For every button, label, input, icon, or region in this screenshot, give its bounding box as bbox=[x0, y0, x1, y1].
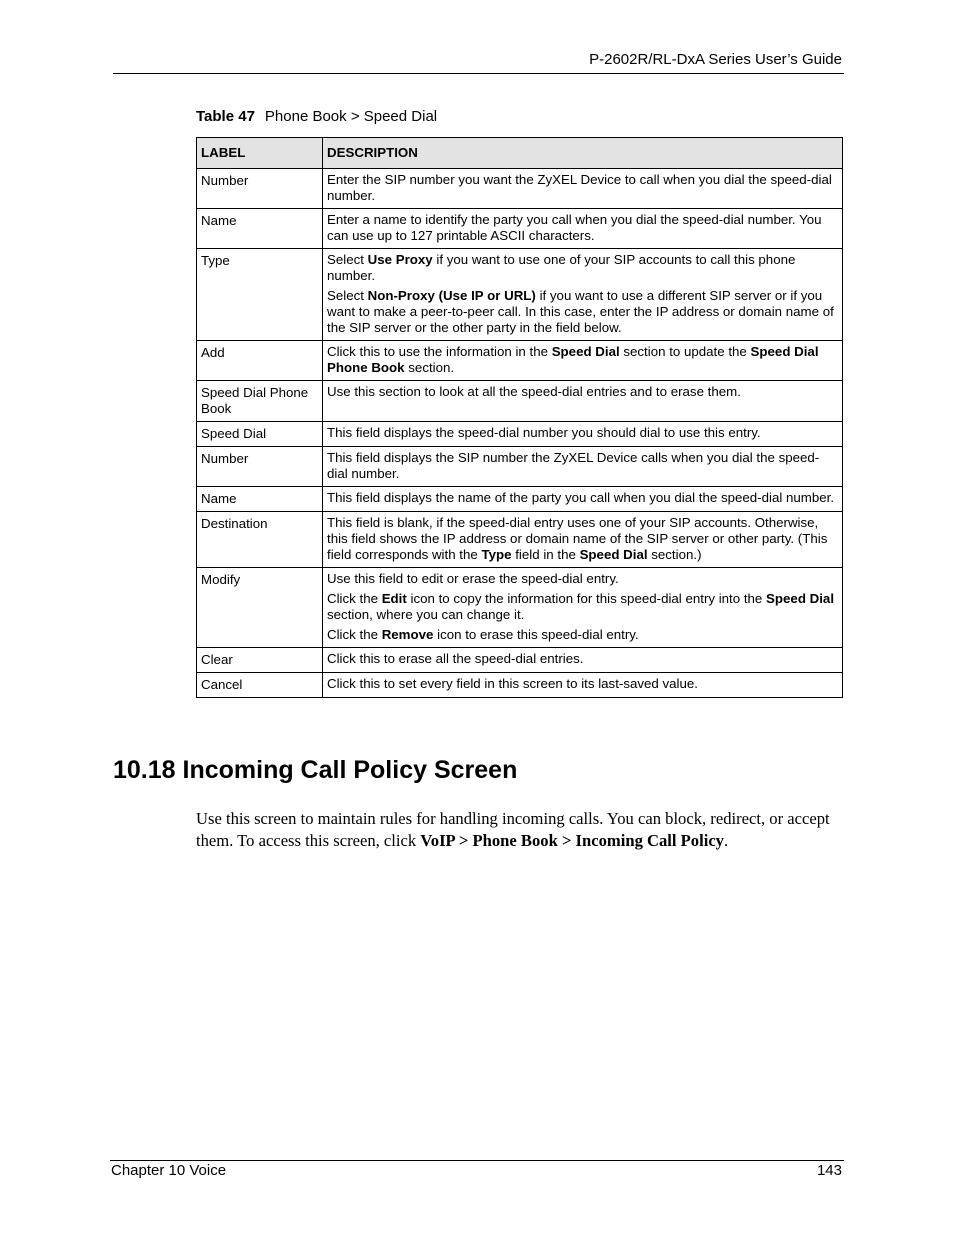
bold-term: Speed Dial bbox=[579, 547, 648, 562]
row-description bbox=[323, 381, 843, 422]
bold-term: Non-Proxy (Use IP or URL) bbox=[367, 288, 536, 303]
description-text: This field is blank, if the speed-dial entry uses one of your SIP accounts. Otherwise, this field shows the IP address or domain name of the SIP server or other party. (This field corresponds with the bbox=[327, 515, 828, 562]
row-description bbox=[323, 673, 843, 698]
row-description bbox=[323, 209, 843, 249]
bold-term: Edit bbox=[381, 591, 407, 606]
table-row bbox=[197, 512, 843, 568]
footer-page-number: 143 bbox=[816, 1162, 842, 1179]
row-description bbox=[323, 568, 843, 648]
table-caption bbox=[196, 108, 437, 125]
description-paragraph bbox=[327, 651, 838, 667]
row-label: Number bbox=[197, 169, 323, 209]
description-paragraph bbox=[327, 627, 838, 643]
row-label: Name bbox=[197, 209, 323, 249]
description-text: Click this to use the information in the bbox=[327, 344, 552, 359]
table-caption-label: Table 47 bbox=[196, 108, 255, 125]
description-text: Click the bbox=[327, 591, 382, 606]
description-paragraph bbox=[327, 591, 838, 623]
table-row bbox=[197, 487, 843, 512]
row-label: Speed Dial Phone Book bbox=[197, 381, 323, 422]
row-label: Modify bbox=[197, 568, 323, 648]
description-text: section to update the bbox=[619, 344, 751, 359]
bold-term: Speed Dial Phone Book bbox=[327, 344, 819, 375]
row-label: Number bbox=[197, 447, 323, 487]
description-text: Use this section to look at all the speed-dial entries and to erase them. bbox=[327, 384, 741, 399]
bold-term: Speed Dial bbox=[766, 591, 835, 606]
row-label: Cancel bbox=[197, 673, 323, 698]
description-paragraph bbox=[327, 515, 838, 563]
description-text: icon to erase this speed-dial entry. bbox=[433, 627, 639, 642]
description-paragraph bbox=[327, 172, 838, 204]
description-paragraph bbox=[327, 344, 838, 376]
description-text: section, where you can change it. bbox=[327, 607, 525, 622]
description-text: if you want to use a different SIP server or if you want to make a peer-to-peer call. In this case, enter the IP address or domain name of the SIP server or the other party in the field below. bbox=[327, 288, 834, 335]
header-rule bbox=[113, 73, 844, 74]
table-row bbox=[197, 648, 843, 673]
row-description bbox=[323, 447, 843, 487]
description-text: icon to copy the information for this speed-dial entry into the bbox=[406, 591, 767, 606]
description-text: Select bbox=[327, 252, 368, 267]
description-paragraph bbox=[327, 288, 838, 336]
table-row bbox=[197, 568, 843, 648]
description-paragraph bbox=[327, 676, 838, 692]
description-paragraph bbox=[327, 450, 838, 482]
column-header-description: DESCRIPTION bbox=[323, 138, 843, 169]
description-text: section. bbox=[404, 360, 455, 375]
description-text: section.) bbox=[647, 547, 702, 562]
row-label: Speed Dial bbox=[197, 422, 323, 447]
table-row bbox=[197, 249, 843, 341]
footer-rule bbox=[110, 1160, 844, 1161]
table-body bbox=[197, 169, 843, 698]
row-description bbox=[323, 512, 843, 568]
row-description bbox=[323, 341, 843, 381]
column-header-label: LABEL bbox=[197, 138, 323, 169]
description-text: field in the bbox=[511, 547, 580, 562]
description-text: if you want to use one of your SIP accounts to call this phone number. bbox=[327, 252, 796, 283]
description-text: This field displays the name of the party you call when you dial the speed-dial number. bbox=[327, 490, 835, 505]
description-paragraph bbox=[327, 490, 838, 506]
table-row bbox=[197, 341, 843, 381]
bold-term: Type bbox=[481, 547, 512, 562]
row-description bbox=[323, 169, 843, 209]
description-paragraph bbox=[327, 212, 838, 244]
description-paragraph bbox=[327, 425, 838, 441]
description-text: This field displays the speed-dial number you should dial to use this entry. bbox=[327, 425, 761, 440]
running-header-title: P-2602R/RL-DxA Series User’s Guide bbox=[589, 51, 842, 68]
description-paragraph bbox=[327, 571, 838, 587]
table-caption-text: Phone Book > Speed Dial bbox=[264, 108, 438, 125]
row-description bbox=[323, 422, 843, 447]
description-text: Click this to erase all the speed-dial entries. bbox=[327, 651, 584, 666]
description-text: Click this to set every field in this screen to its last-saved value. bbox=[327, 676, 698, 691]
table-row bbox=[197, 209, 843, 249]
description-paragraph bbox=[327, 384, 838, 400]
speed-dial-table bbox=[196, 137, 843, 698]
description-text: Select bbox=[327, 288, 368, 303]
intro-paragraph bbox=[196, 808, 836, 851]
description-text: This field displays the SIP number the ZyXEL Device calls when you dial the speed-dial number. bbox=[327, 450, 820, 481]
intro-text: . bbox=[723, 830, 729, 850]
description-text: Use this field to edit or erase the speed-dial entry. bbox=[327, 571, 619, 586]
row-label: Add bbox=[197, 341, 323, 381]
row-description bbox=[323, 249, 843, 341]
bold-term: Use Proxy bbox=[367, 252, 433, 267]
table-row bbox=[197, 169, 843, 209]
table-row bbox=[197, 422, 843, 447]
bold-term: Speed Dial bbox=[551, 344, 620, 359]
row-description bbox=[323, 648, 843, 673]
footer-chapter: Chapter 10 Voice bbox=[111, 1162, 227, 1179]
description-text: Enter a name to identify the party you call when you dial the speed-dial number. You can use up to 127 printable ASCII characters. bbox=[327, 212, 822, 243]
section-heading: 10.18 Incoming Call Policy Screen bbox=[113, 756, 518, 784]
table-row bbox=[197, 381, 843, 422]
table-row bbox=[197, 447, 843, 487]
table-row bbox=[197, 673, 843, 698]
row-label: Destination bbox=[197, 512, 323, 568]
row-label: Type bbox=[197, 249, 323, 341]
description-paragraph bbox=[327, 252, 838, 284]
row-label: Name bbox=[197, 487, 323, 512]
bold-term: Remove bbox=[381, 627, 434, 642]
description-text: Click the bbox=[327, 627, 382, 642]
table-header-row bbox=[197, 138, 843, 169]
menu-path: VoIP > Phone Book > Incoming Call Policy bbox=[420, 830, 724, 850]
row-label: Clear bbox=[197, 648, 323, 673]
row-description bbox=[323, 487, 843, 512]
intro-text: Use this screen to maintain rules for handling incoming calls. You can block, redirect, or accept them. To access this screen, click bbox=[196, 809, 830, 850]
description-text: Enter the SIP number you want the ZyXEL Device to call when you dial the speed-dial number. bbox=[327, 172, 832, 203]
